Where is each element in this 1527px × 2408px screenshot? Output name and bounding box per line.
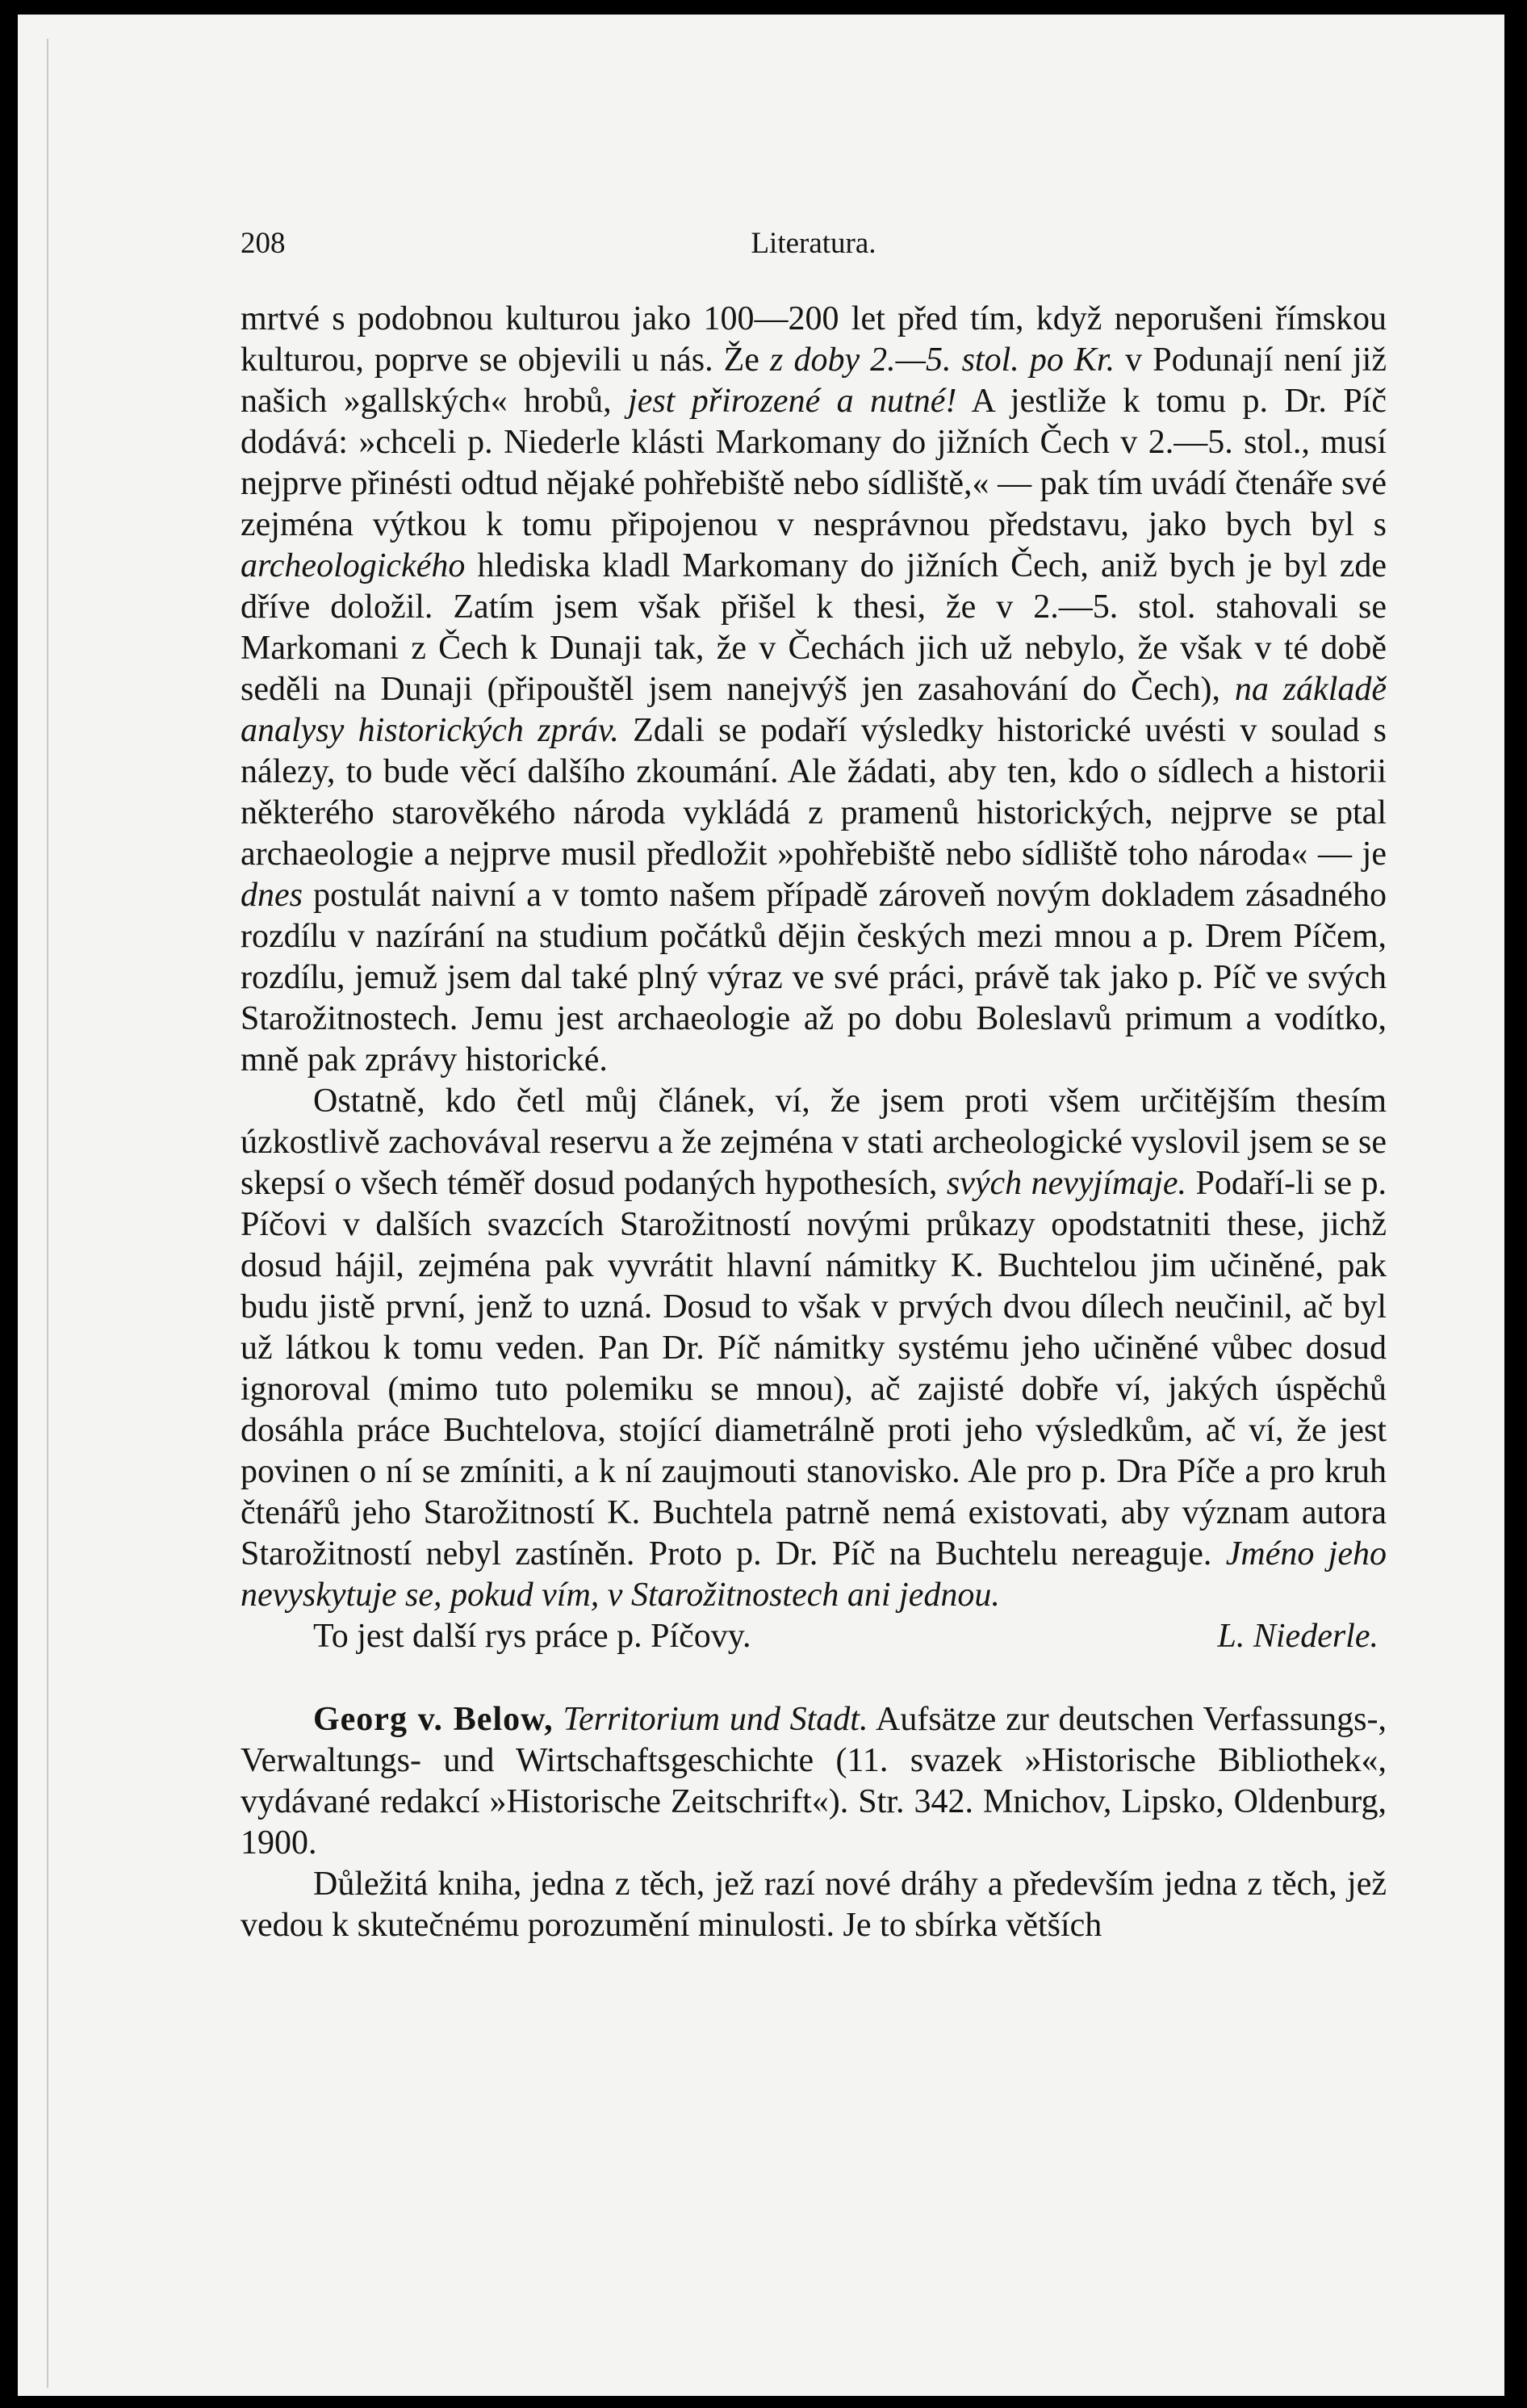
- italic-text: jest přirozené a nutné!: [628, 383, 957, 420]
- signature: L. Niederle.: [1217, 1618, 1378, 1655]
- paragraph-1: [241, 299, 1387, 1081]
- paragraph-2: [241, 1081, 1387, 1616]
- text-run: Ostatně, kdo četl můj článek, ví, že jsem proti všem určitějším thesím úzkostlivě zachovával reservu a že zejména v stati archeologické vyslovil jsem se se skepsí o všech téměř dosud podaných hypothesích,: [241, 1083, 1387, 1202]
- body-text: [241, 299, 1387, 1946]
- text-run: v Podunají není již našich »gallských« hrobů,: [241, 341, 1387, 420]
- review-author: Georg v. Below,: [313, 1701, 554, 1738]
- review-heading: [241, 1699, 1387, 1864]
- text-run: hlediska kladl Markomany do jižních Čech, aniž bych je byl zde dříve doložil. Zatím jsem však přišel k thesi, že v 2.—5. stol. stahovali se Markomani z Čech k Dunaji tak, že v Čechách jich už nebylo, že však v té době seděli na Dunaji (připouštěl jsem nanejvýš jen zasahování do Čech),: [241, 547, 1387, 708]
- paragraph-3: [241, 1864, 1387, 1946]
- italic-text: z doby 2.—5. stol. po Kr.: [770, 341, 1115, 379]
- scanned-page: [18, 15, 1504, 2396]
- italic-text: na základě analysy historických zpráv.: [241, 671, 1387, 749]
- text-run: A jestliže k tomu p. Dr. Píč dodává: »chceli p. Niederle klásti Markomany do jižních Čech v 2.—5. stol., musí nejprve přinésti odtud nějaké pohřebiště nebo sídliště,« — pak tím uvádí čtenáře své zejména výtkou k tomu připojenou v nesprávnou představu, jako bych byl s: [241, 383, 1387, 543]
- italic-text: Jméno jeho nevyskytuje se, pokud vím, v Starožitnostech ani jednou.: [241, 1535, 1387, 1614]
- text-run: postulát naivní a v tomto našem případě zároveň novým dokladem zásadného rozdílu v nazírání na studium počátků dějin českých mezi mnou a p. Drem Píčem, rozdílu, jemuž jsem dal také plný výraz ve své práci, právě tak jako p. Píč ve svých Starožitnostech. Jemu jest archaeologie až po dobu Boleslavů primum a vodítko, mně pak zprávy historické.: [241, 877, 1387, 1078]
- section-title: Literatura.: [751, 227, 876, 260]
- italic-text: svých nevyjímaje.: [946, 1165, 1187, 1202]
- text-run: Zdali se podaří výsledky historické uvésti v soulad s nálezy, to bude věcí dalšího zkoumání. Ale žádati, aby ten, kdo o sídlech a historii některého starověkého národa vykládá z pramenů historických, nejprve se ptal archaeologie a nejprve musil předložit »pohřebiště nebo sídliště toho národa« — je: [241, 712, 1387, 873]
- running-head: [241, 226, 1387, 266]
- page-number: 208: [241, 227, 286, 260]
- closing-line: [241, 1616, 1387, 1657]
- text-run: Důležitá kniha, jedna z těch, jež razí nové dráhy a především jedna z těch, jež vedou k skutečnému porozumění minulosti. Je to sbírka větších: [241, 1866, 1387, 1944]
- review-details: Aufsätze zur deutschen Verfassungs-, Verwaltungs- und Wirtschaftsgeschichte (11. svazek »Historische Bibliothek«, vydávané redakcí »Historische Zeitschrift«). Str. 342. Mnichov, Lipsko, Oldenburg, 1900.: [241, 1701, 1387, 1861]
- text-run: Podaří-li se p. Píčovi v dalších svazcích Starožitností novými průkazy opodstatniti these, jichž dosud hájil, zejména pak vyvrátit hlavní námitky K. Buchtelou jim učiněné, pak budu jistě první, jenž to uzná. Dosud to však v prvých dvou dílech neučinil, ač byl už látkou k tomu veden. Pan Dr. Píč námitky systému jeho učiněné vůbec dosud ignoroval (mimo tuto polemiku se mnou), ač zajisté dobře ví, jakých úspěchů dosáhla práce Buchtelova, stojící diametrálně proti jeho výsledkům, ač ví, že jest povinen o ní se zmíniti, a k ní zaujmouti stanovisko. Ale pro p. Dra Píče a pro kruh čtenářů jeho Starožitností K. Buchtela patrně nemá existovati, aby význam autora Starožitností nebyl zastíněn. Proto p. Dr. Píč na Buchtelu nereaguje.: [241, 1165, 1387, 1573]
- italic-text: dnes: [241, 877, 303, 914]
- closing-text: To jest další rys práce p. Píčovy.: [313, 1618, 751, 1655]
- italic-text: archeologického: [241, 547, 466, 584]
- text-run: mrtvé s podobnou kulturou jako 100—200 let před tím, když neporušeni římskou kulturou, poprve se objevili u nás. Že: [241, 300, 1387, 379]
- review-title: Territorium und Stadt.: [563, 1701, 868, 1738]
